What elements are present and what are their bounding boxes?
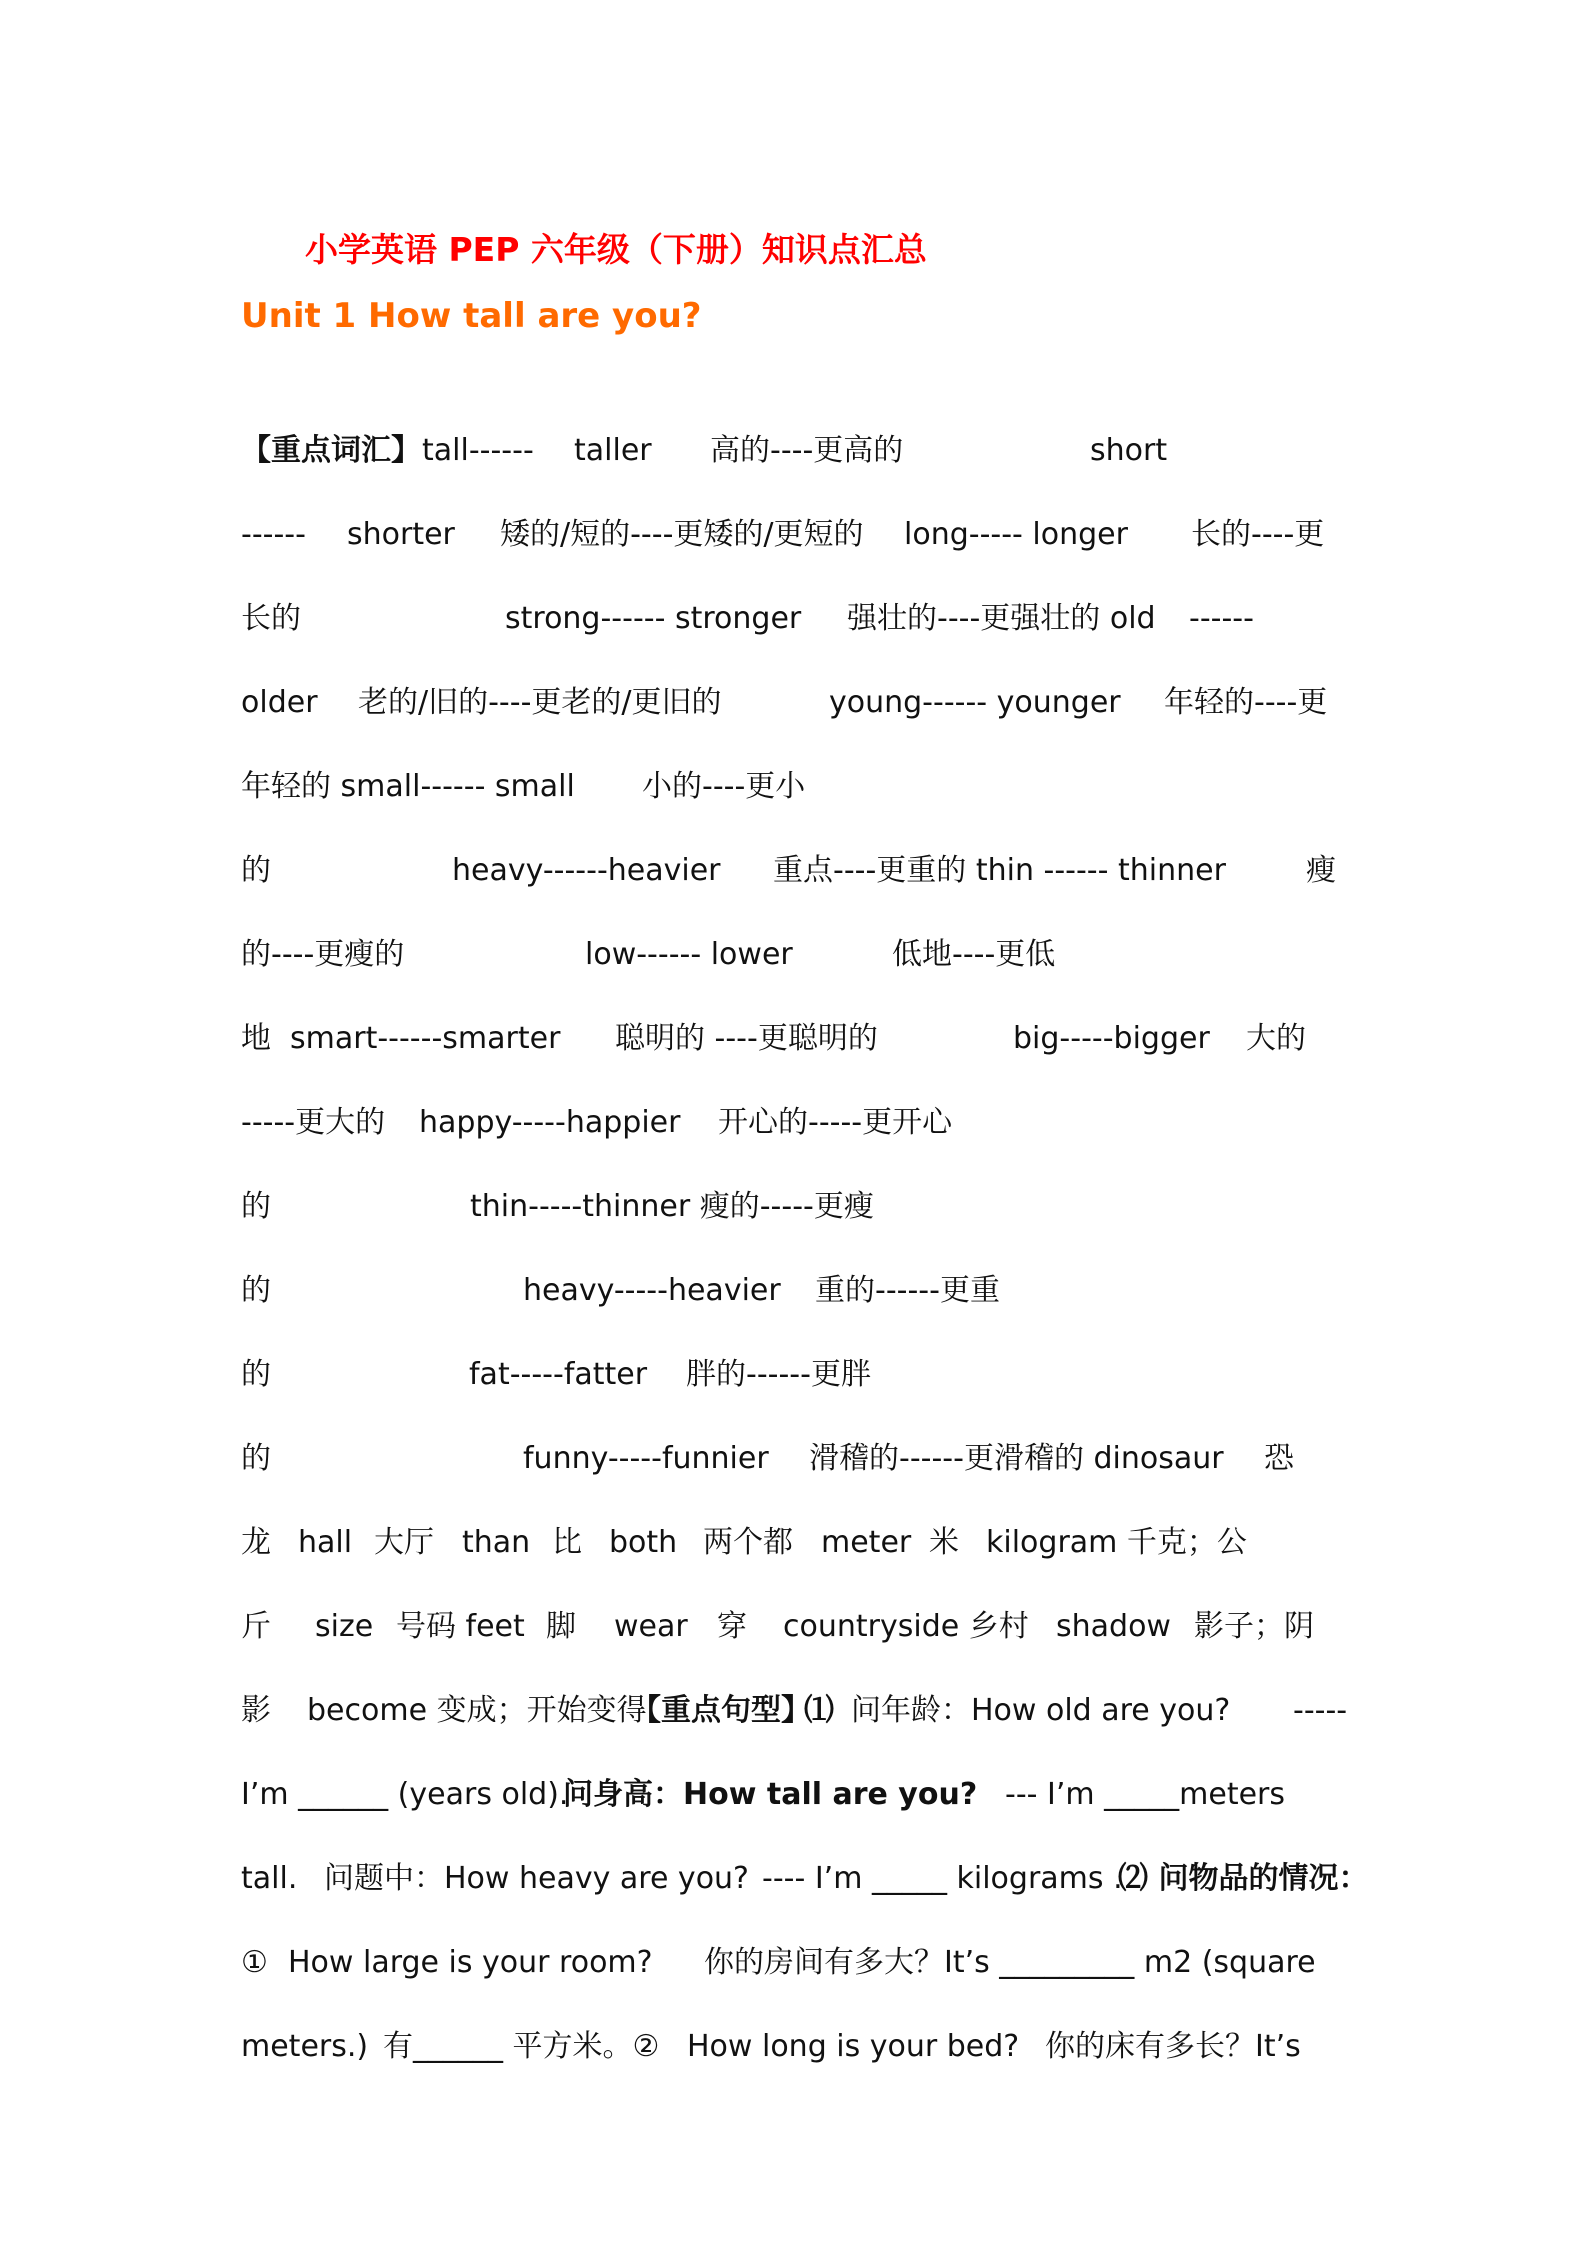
word-meaning: 的 — [241, 1189, 271, 1224]
word-meaning: 的 — [241, 1273, 271, 1308]
text-line — [241, 1602, 1361, 1652]
word-meaning: 比 — [552, 1525, 582, 1560]
sentence: 有______ 平方米。② — [383, 2029, 660, 2064]
word: size — [315, 1609, 374, 1644]
word-meaning: 两个都 — [703, 1525, 793, 1560]
word-meaning: 穿 — [717, 1609, 747, 1644]
sentence: I’m ______ (years old). — [241, 1777, 569, 1812]
word-pair: thin-----thinner 瘦的-----更瘦 — [470, 1189, 874, 1224]
word-meaning: 小的----更小 — [642, 769, 806, 804]
word-meaning: 的 — [241, 1357, 271, 1392]
text-line — [241, 1266, 1361, 1316]
word-meaning: 低地----更低 — [892, 937, 1056, 972]
word-meaning: 聪明的 ----更聪明的 — [615, 1021, 878, 1056]
word-meaning: 恐 — [1264, 1441, 1294, 1476]
document-title: 小学英语 PEP 六年级（下册）知识点汇总 — [305, 230, 927, 269]
sentence: --- I’m _____meters — [1005, 1777, 1286, 1812]
word: become 变成；开始变得 — [307, 1693, 647, 1728]
word-meaning: 号码 feet — [396, 1609, 525, 1644]
word-pair: heavy------heavier — [452, 853, 721, 888]
text-line — [241, 762, 1361, 812]
text-line — [241, 1014, 1361, 1064]
text-line — [241, 426, 1361, 476]
word-meaning: 开心的-----更开心 — [718, 1105, 953, 1140]
word-pair: strong------ stronger — [505, 601, 802, 636]
sentence-heading: ⑵ 问物品的情况： — [1118, 1861, 1369, 1896]
word: meter — [821, 1525, 912, 1560]
word: wear — [614, 1609, 688, 1644]
word-meaning: 重的------更重 — [815, 1273, 1000, 1308]
text-line — [241, 2022, 1361, 2072]
sentence: tall. — [241, 1861, 298, 1896]
text-line — [241, 1434, 1361, 1484]
sentence-heading: 【重点句型】 — [631, 1693, 811, 1728]
word-meaning: 影 — [241, 1693, 271, 1728]
word-pair: young------ younger — [829, 685, 1121, 720]
word-meaning: 强壮的----更强壮的 old — [847, 601, 1156, 636]
word-meaning: 大的 — [1246, 1021, 1306, 1056]
word-meaning: 影子；阴 — [1194, 1609, 1314, 1644]
word-meaning: 的----更瘦的 — [241, 937, 405, 972]
word-pair: ------ — [241, 517, 306, 552]
word-meaning: 大厅 — [374, 1525, 434, 1560]
sentence: 问题中：How heavy are you? — [324, 1861, 749, 1896]
sentence: 你的房间有多大？It’s _________ m2 (square — [704, 1945, 1316, 1980]
word-meaning: 瘦 — [1306, 853, 1336, 888]
word: hall — [298, 1525, 353, 1560]
word-meaning: 胖的------更胖 — [686, 1357, 871, 1392]
word: kilogram 千克；公 — [986, 1525, 1247, 1560]
word-pair: 年轻的 small------ small — [241, 769, 575, 804]
sentence: 你的床有多长？It’s — [1045, 2029, 1301, 2064]
text-line — [241, 1938, 1361, 1988]
text-line — [241, 846, 1361, 896]
word-pair: fat-----fatter — [469, 1357, 648, 1392]
word-pair: short — [1090, 433, 1168, 468]
word-meaning: 龙 — [241, 1525, 271, 1560]
sentence: 问年龄：How old are you? — [851, 1693, 1231, 1728]
word-meaning: 地 — [241, 1021, 271, 1056]
word-pair: happy-----happier — [419, 1105, 681, 1140]
sentence-bold: 问身高：How tall are you? — [563, 1777, 978, 1812]
sentence: meters.) — [241, 2029, 369, 2064]
word-pair: taller — [574, 433, 652, 468]
word-meaning: 的 — [241, 1441, 271, 1476]
sentence: ----- — [1293, 1693, 1348, 1728]
text-line — [241, 1098, 1361, 1148]
word-meaning: 斤 — [241, 1609, 271, 1644]
text-line — [241, 930, 1361, 980]
text-line — [241, 678, 1361, 728]
text-line — [241, 1182, 1361, 1232]
word-meaning: 滑稽的------更滑稽的 dinosaur — [809, 1441, 1224, 1476]
word: than — [462, 1525, 531, 1560]
text-line — [241, 1350, 1361, 1400]
word-meaning: 重点----更重的 thin ------ thinner — [773, 853, 1226, 888]
text-line — [241, 594, 1361, 644]
sentence: How long is your bed? — [687, 2029, 1020, 2064]
word-pair: long----- longer — [904, 517, 1128, 552]
word-meaning: 的 — [241, 853, 271, 888]
word-meaning: 高的----更高的 — [710, 433, 904, 468]
word-pair: heavy-----heavier — [523, 1273, 781, 1308]
item-marker: ① — [241, 1945, 268, 1980]
word-pair: funny-----funnier — [523, 1441, 769, 1476]
word-meaning: -----更大的 — [241, 1105, 386, 1140]
word-meaning: 长的----更 — [1191, 517, 1325, 552]
word: both — [609, 1525, 678, 1560]
text-line — [241, 1518, 1361, 1568]
text-line — [241, 1686, 1361, 1736]
vocab-heading: 【重点词汇】 — [241, 433, 421, 468]
word-pair: tall------ — [422, 433, 534, 468]
text-line — [241, 1854, 1369, 1904]
word-pair: ------ — [1189, 601, 1254, 636]
word: shadow — [1056, 1609, 1171, 1644]
sentence: ---- I’m _____ kilograms . — [762, 1861, 1123, 1896]
word-meaning: 老的/旧的----更老的/更旧的 — [358, 685, 722, 720]
word-meaning: 长的 — [241, 601, 301, 636]
word-meaning: 脚 — [546, 1609, 576, 1644]
text-line — [241, 1770, 1361, 1820]
word: countryside 乡村 — [783, 1609, 1029, 1644]
word-meaning: 年轻的----更 — [1164, 685, 1328, 720]
word-meaning: 米 — [929, 1525, 959, 1560]
word-pair: shorter — [347, 517, 455, 552]
sentence: How large is your room? — [288, 1945, 653, 1980]
item-marker: ⑴ — [804, 1693, 834, 1728]
text-line — [241, 510, 1361, 560]
unit-title: Unit 1 How tall are you? — [241, 296, 702, 336]
word-pair: big-----bigger — [1013, 1021, 1210, 1056]
word-pair: low------ lower — [585, 937, 793, 972]
word-meaning: 矮的/短的----更矮的/更短的 — [500, 517, 864, 552]
word-pair: older — [241, 685, 318, 720]
word-pair: smart------smarter — [290, 1021, 561, 1056]
